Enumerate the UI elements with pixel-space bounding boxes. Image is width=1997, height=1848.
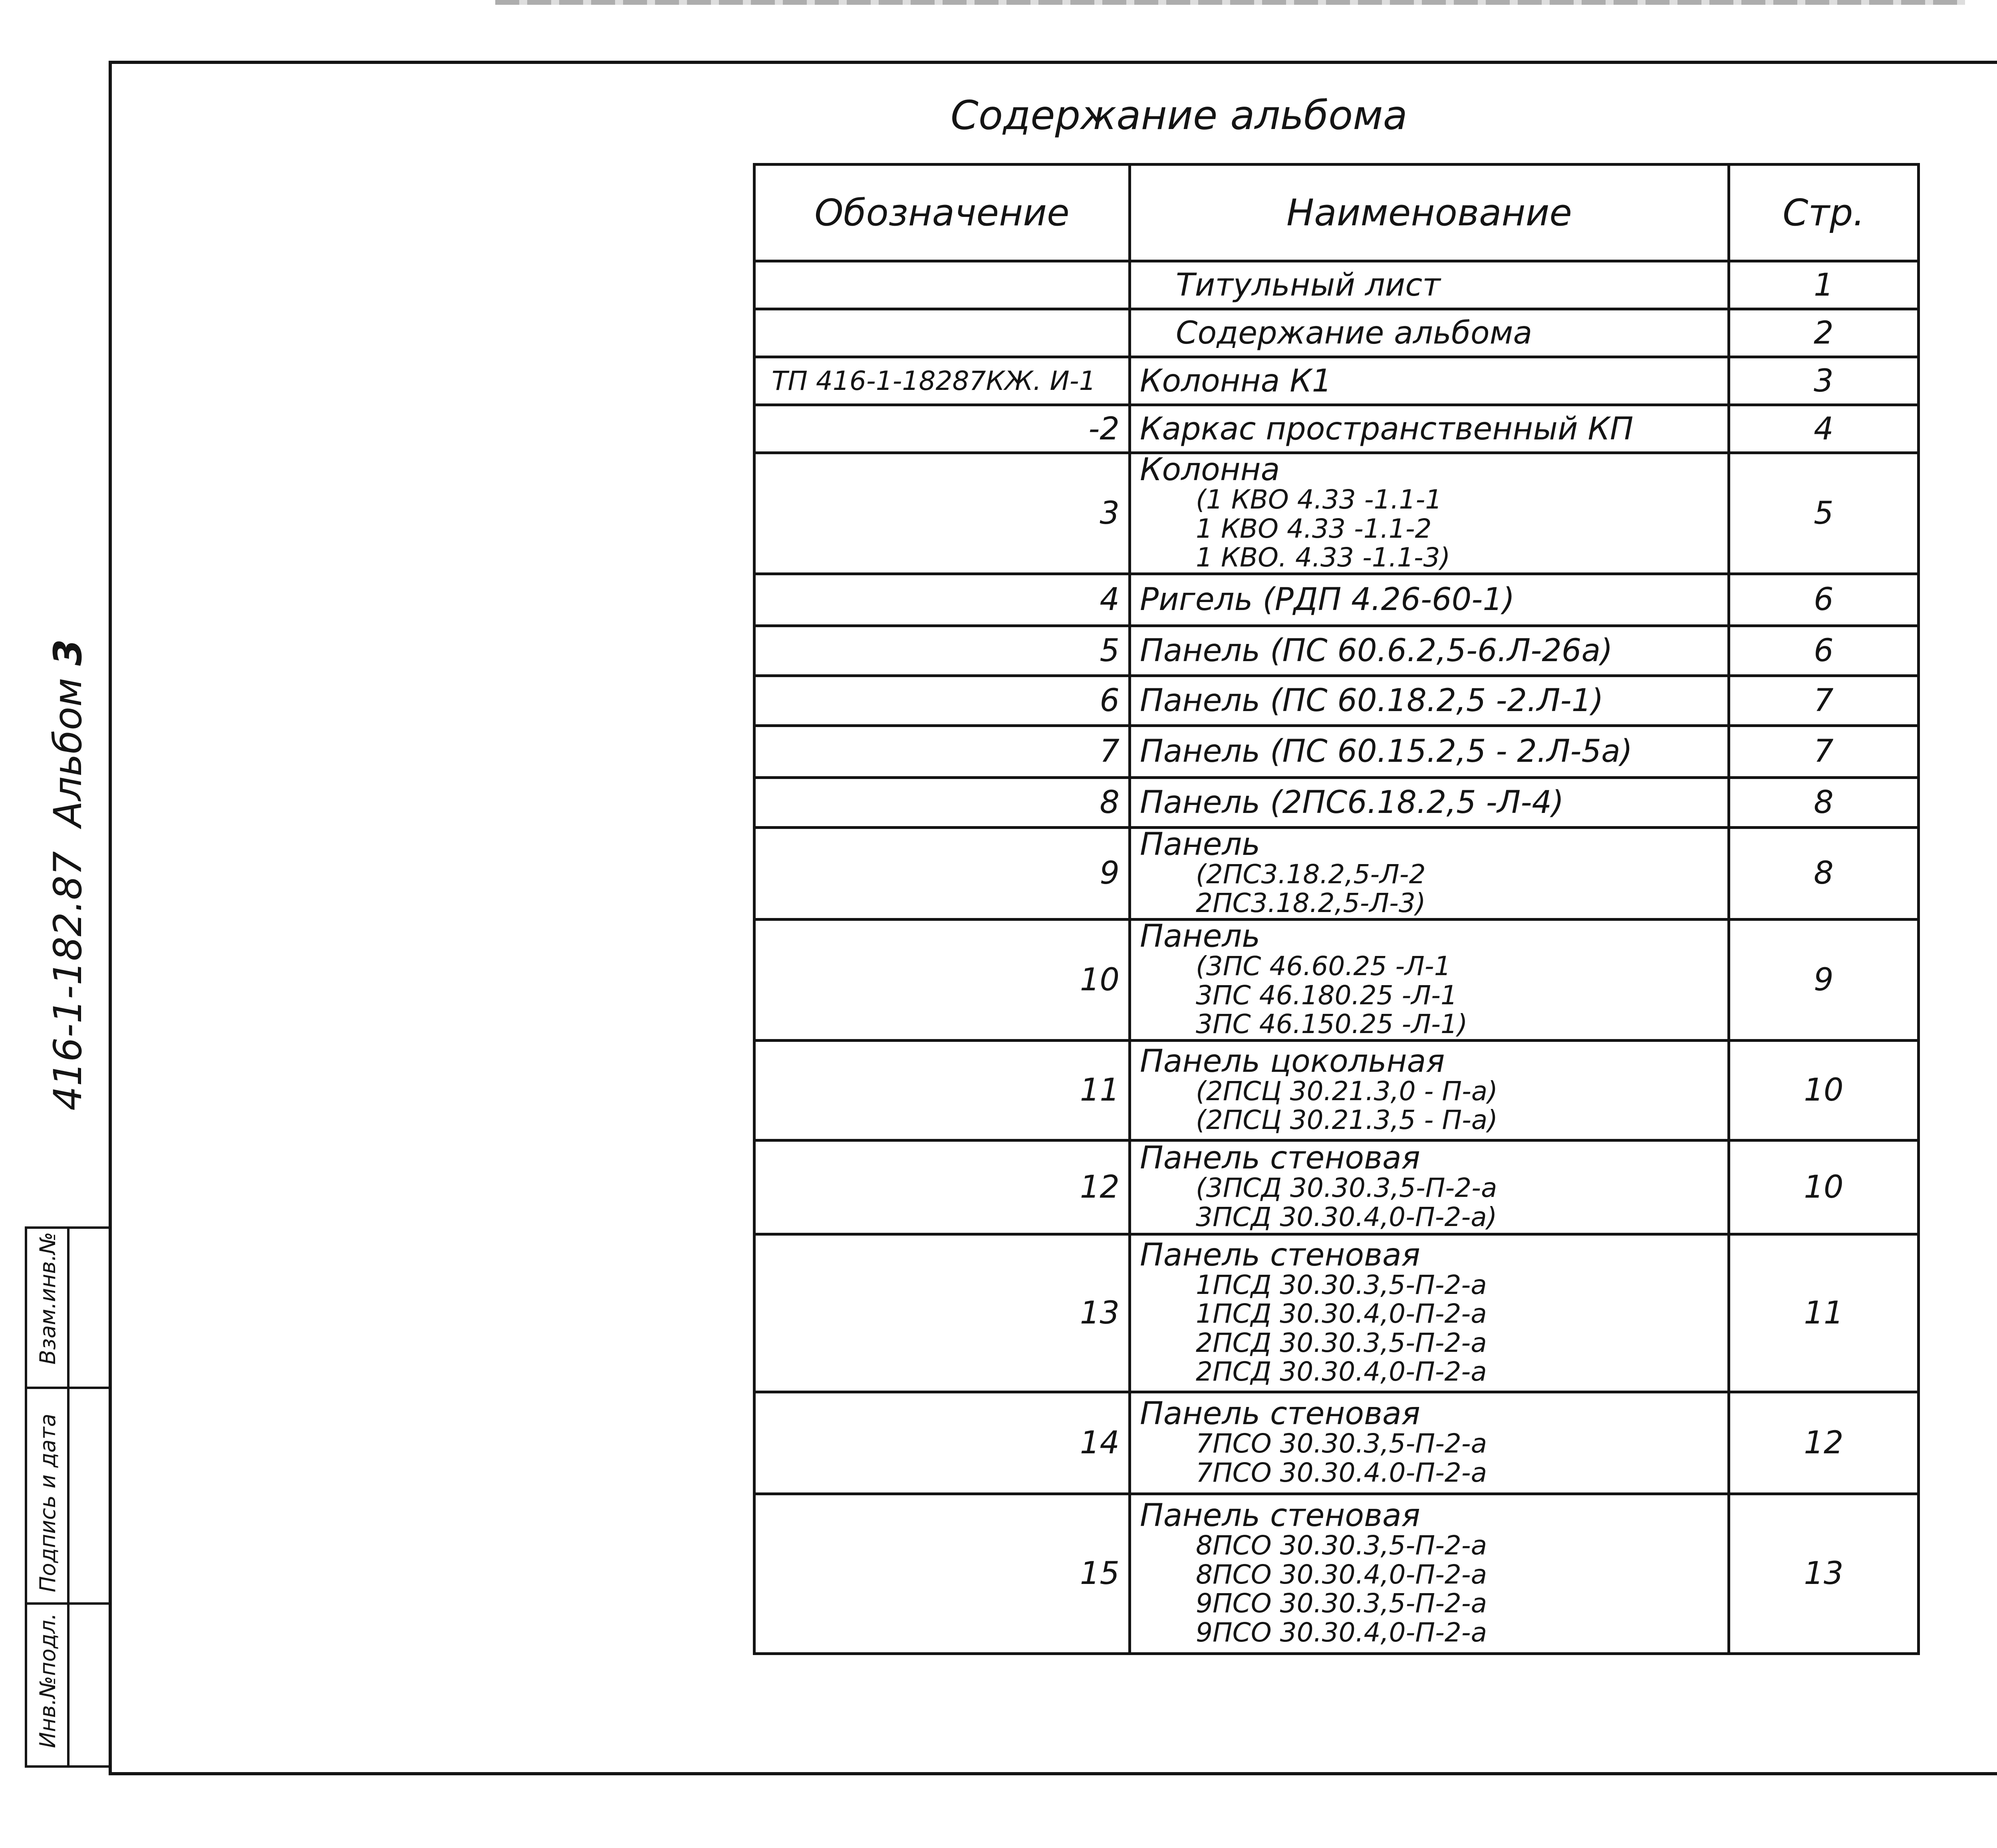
- name-cell: [1130, 1392, 1729, 1494]
- designation-cell: -2: [754, 405, 1130, 453]
- designation-cell: 15: [754, 1494, 1130, 1653]
- name-cell: [1130, 357, 1729, 405]
- page-cell: 12: [1729, 1392, 1919, 1494]
- name-title: Панель стеновая: [1140, 1498, 1420, 1534]
- page-cell: 3: [1729, 357, 1919, 405]
- name-title: Панель (ПС 60.15.2,5 - 2.Л-5а): [1140, 733, 1633, 770]
- name-title: Панель цокольная: [1140, 1043, 1445, 1079]
- name-title: Панель стеновая: [1140, 1237, 1420, 1273]
- table-row: [754, 357, 1919, 405]
- name-cell: [1130, 261, 1729, 309]
- designation-cell: 5: [754, 626, 1130, 676]
- page-cell: 1: [1729, 261, 1919, 309]
- name-cell: [1130, 1040, 1729, 1140]
- name-cell: [1130, 1234, 1729, 1392]
- designation-cell: 13: [754, 1234, 1130, 1392]
- name-cell: [1130, 1494, 1729, 1653]
- side-stamp-divider: [27, 1387, 109, 1389]
- table-row: [754, 777, 1919, 827]
- designation-cell: 12: [754, 1140, 1130, 1234]
- name-line: 3ПС 46.180.25 -Л-1: [1196, 980, 1457, 1011]
- header-name: Наименование: [1130, 165, 1729, 261]
- designation-cell: 11: [754, 1040, 1130, 1140]
- name-title: Панель: [1140, 918, 1261, 954]
- page-cell: 5: [1729, 453, 1919, 574]
- page-cell: 4: [1729, 405, 1919, 453]
- designation-cell: 8: [754, 777, 1130, 827]
- name-title: Содержание альбома: [1176, 315, 1532, 351]
- side-stamp: [25, 1226, 109, 1768]
- name-title: Панель: [1140, 826, 1261, 862]
- name-cell: [1130, 453, 1729, 574]
- side-stamp-divider: [67, 1229, 69, 1765]
- name-title: Колонна К1: [1140, 363, 1332, 399]
- name-title: Каркас пространственный КП: [1140, 411, 1634, 447]
- name-line: 1 КВО. 4.33 -1.1-3): [1196, 542, 1451, 573]
- name-line: 8ПСО 30.30.4,0-П-2-а: [1196, 1559, 1487, 1590]
- name-title: Ригель (РДП 4.26-60-1): [1140, 582, 1515, 618]
- table-row: [754, 1040, 1919, 1140]
- designation-cell: 9: [754, 827, 1130, 919]
- name-title: Панель (ПС 60.6.2,5-6.Л-26а): [1140, 632, 1613, 669]
- name-line: 9ПСО 30.30.3,5-П-2-а: [1196, 1588, 1487, 1619]
- side-stamp-divider: [27, 1602, 109, 1605]
- designation-cell: 7: [754, 725, 1130, 777]
- page-cell: 10: [1729, 1140, 1919, 1234]
- name-cell: [1130, 919, 1729, 1040]
- album-code-label: [44, 639, 92, 1111]
- contents-table: [753, 163, 1920, 1655]
- name-title: Колонна: [1140, 452, 1280, 488]
- table-row: [754, 626, 1919, 676]
- name-line: (2ПС3.18.2,5-Л-2: [1196, 858, 1426, 890]
- table-row: [754, 574, 1919, 626]
- name-title: Панель стеновая: [1140, 1140, 1420, 1176]
- vzam-inv-label: Взам.инв.№: [35, 1232, 60, 1365]
- album-number: 3: [46, 639, 90, 666]
- name-title: Титульный лист: [1176, 267, 1441, 303]
- name-title: Панель (ПС 60.18.2,5 -2.Л-1): [1140, 682, 1604, 719]
- table-row: [754, 676, 1919, 725]
- page-cell: 11: [1729, 1234, 1919, 1392]
- name-cell: [1130, 626, 1729, 676]
- designation-cell: [754, 261, 1130, 309]
- name-line: (1 КВО 4.33 -1.1-1: [1196, 484, 1442, 515]
- page-cell: 6: [1729, 574, 1919, 626]
- designation-cell: ТП 416-1-18287КЖ. И-1: [754, 357, 1130, 405]
- name-line: 9ПСО 30.30.4,0-П-2-а: [1196, 1617, 1487, 1648]
- header-page: Стр.: [1729, 165, 1919, 261]
- name-cell: [1130, 676, 1729, 725]
- table-row: [754, 309, 1919, 357]
- table-row: [754, 405, 1919, 453]
- designation-cell: [754, 309, 1130, 357]
- signature-date-label: Подпись и дата: [35, 1413, 60, 1592]
- page-cell: 10: [1729, 1040, 1919, 1140]
- name-line: 1ПСД 30.30.4,0-П-2-а: [1196, 1298, 1487, 1329]
- name-line: 2ПСД 30.30.4,0-П-2-а: [1196, 1356, 1487, 1387]
- page-cell: 2: [1729, 309, 1919, 357]
- table-row: [754, 919, 1919, 1040]
- page-cell: 7: [1729, 725, 1919, 777]
- page-cell: 8: [1729, 777, 1919, 827]
- name-line: (3ПС 46.60.25 -Л-1: [1196, 950, 1451, 982]
- name-line: (2ПСЦ 30.21.3,0 - П-а): [1196, 1075, 1498, 1107]
- table-row: [754, 827, 1919, 919]
- name-cell: [1130, 309, 1729, 357]
- name-cell: [1130, 405, 1729, 453]
- name-line: (3ПСД 30.30.3,5-П-2-а: [1196, 1172, 1497, 1204]
- page-cell: 9: [1729, 919, 1919, 1040]
- name-cell: [1130, 574, 1729, 626]
- name-line: 7ПСО 30.30.4.0-П-2-а: [1196, 1457, 1487, 1488]
- name-line: 2ПС3.18.2,5-Л-3): [1196, 888, 1426, 919]
- name-line: 1 КВО 4.33 -1.1-2: [1196, 513, 1432, 544]
- page-cell: 6: [1729, 626, 1919, 676]
- table-row: [754, 1494, 1919, 1653]
- name-cell: [1130, 777, 1729, 827]
- name-line: 2ПСД 30.30.3,5-П-2-а: [1196, 1327, 1487, 1358]
- name-line: 1ПСД 30.30.3,5-П-2-а: [1196, 1269, 1487, 1300]
- name-title: Панель (2ПС6.18.2,5 -Л-4): [1140, 784, 1564, 821]
- album-word: Альбом: [46, 678, 90, 827]
- designation-cell: 4: [754, 574, 1130, 626]
- name-line: (2ПСЦ 30.21.3,5 - П-а): [1196, 1105, 1498, 1136]
- table-header-row: [754, 165, 1919, 261]
- inv-no-podl-label: Инв.№подл.: [35, 1613, 60, 1748]
- name-line: 3ПСД 30.30.4,0-П-2-а): [1196, 1201, 1497, 1232]
- designation-cell: 10: [754, 919, 1130, 1040]
- page-cell: 13: [1729, 1494, 1919, 1653]
- table-row: [754, 261, 1919, 309]
- top-scan-strip: [495, 0, 1965, 5]
- table-row: [754, 725, 1919, 777]
- table-row: [754, 1234, 1919, 1392]
- designation-cell: 6: [754, 676, 1130, 725]
- document-title: Содержание альбома: [951, 92, 1407, 139]
- designation-cell: 14: [754, 1392, 1130, 1494]
- page-cell: 7: [1729, 676, 1919, 725]
- name-cell: [1130, 827, 1729, 919]
- designation-cell: 3: [754, 453, 1130, 574]
- name-cell: [1130, 1140, 1729, 1234]
- header-designation: Обозначение: [754, 165, 1130, 261]
- page-cell: 8: [1729, 827, 1919, 919]
- name-title: Панель стеновая: [1140, 1396, 1420, 1432]
- table-row: [754, 453, 1919, 574]
- name-line: 8ПСО 30.30.3,5-П-2-а: [1196, 1530, 1487, 1561]
- name-line: 7ПСО 30.30.3,5-П-2-а: [1196, 1428, 1487, 1459]
- name-cell: [1130, 725, 1729, 777]
- table-row: [754, 1392, 1919, 1494]
- table-row: [754, 1140, 1919, 1234]
- album-code: 416-1-182.87: [46, 851, 90, 1111]
- name-line: 3ПС 46.150.25 -Л-1): [1196, 1009, 1468, 1040]
